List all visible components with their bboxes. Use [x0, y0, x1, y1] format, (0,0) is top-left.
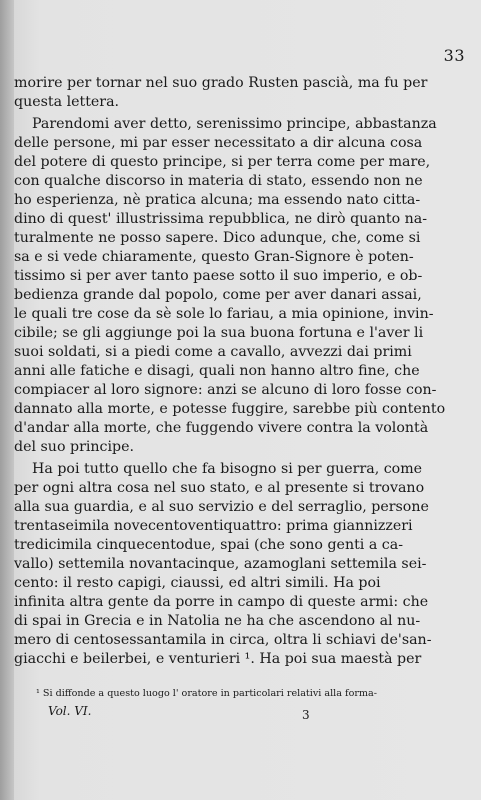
volume-label: Vol. VI. — [48, 704, 92, 718]
text-line: suoi soldati, si a piedi come a cavallo, avvezzi dai primi — [14, 344, 412, 360]
text-line: del suo principe. — [14, 439, 135, 455]
body-text — [0, 74, 462, 669]
text-line: alla sua guardia, e al suo servizio e del serraglio, persone — [14, 499, 429, 515]
text-line: sa e si vede chiaramente, questo Gran-Signore è poten- — [14, 249, 414, 265]
text-line: per ogni altra cosa nel suo stato, e al presente si trovano — [14, 480, 425, 496]
text-line: morire per tornar nel suo grado Rusten pascià, ma fu per — [14, 75, 428, 91]
text-line: cibile; se gli aggiunge poi la sua buona fortuna e l'aver li — [14, 325, 424, 341]
text-line: del potere di questo principe, si per terra come per mare, — [14, 154, 431, 170]
page-number: 33 — [443, 46, 465, 65]
text-line: bedienza grande dal popolo, come per aver danari assai, — [14, 287, 422, 303]
text-line: compiacer al loro signore: anzi se alcuno di loro fosse con- — [14, 382, 437, 398]
text-line: dannato alla morte, e potesse fuggire, sarebbe più contento — [14, 401, 446, 417]
signature-mark: 3 — [302, 708, 310, 722]
text-line: anni alle fatiche e disagi, quali non hanno altro fine, che — [14, 363, 420, 379]
text-line: tissimo si per aver tanto paese sotto il suo imperio, e ob- — [14, 268, 423, 284]
text-line: cento: il resto capigi, ciaussi, ed altri simili. Ha poi — [14, 575, 381, 591]
text-line: infinita altra gente da porre in campo di queste armi: che — [14, 594, 429, 610]
text-line: questa lettera. — [14, 94, 120, 110]
text-line: turalmente ne posso sapere. Dico adunque, che, come si — [14, 230, 421, 246]
text-line: Parendomi aver detto, serenissimo principe, abbastanza — [32, 116, 437, 132]
text-line: trentaseimila novecentoventiquattro: prima giannizzeri — [14, 518, 413, 534]
text-line: dino di quest' illustrissima repubblica, ne dirò quanto na- — [14, 211, 428, 227]
text-line: con qualche discorso in materia di stato, essendo non ne — [14, 173, 423, 189]
text-line: giacchi e beilerbei, e venturieri ¹. Ha poi sua maestà per — [14, 651, 422, 667]
text-line: ho esperienza, nè pratica alcuna; ma essendo nato citta- — [14, 192, 421, 208]
text-line: di spai in Grecia e in Natolia ne ha che ascendono al nu- — [14, 613, 421, 629]
text-line: mero di centosessantamila in circa, oltra li schiavi de'san- — [14, 632, 432, 648]
text-line: tredicimila cinquecentodue, spai (che sono genti a ca- — [14, 537, 404, 553]
footnote: ¹ Si diffonde a questo luogo l' oratore in particolari relativi alla forma- — [36, 688, 377, 699]
text-line: Ha poi tutto quello che fa bisogno si per guerra, come — [32, 461, 423, 477]
text-line: d'andar alla morte, che fuggendo vivere contra la volontà — [14, 420, 429, 436]
text-line: vallo) settemila novantacinque, azamoglani settemila sei- — [14, 556, 427, 572]
text-line: delle persone, mi par esser necessitato a dir alcuna cosa — [14, 135, 423, 151]
text-line: le quali tre cose da sè sole lo fariau, a mia opinione, invin- — [14, 306, 434, 322]
running-foot — [0, 704, 462, 722]
